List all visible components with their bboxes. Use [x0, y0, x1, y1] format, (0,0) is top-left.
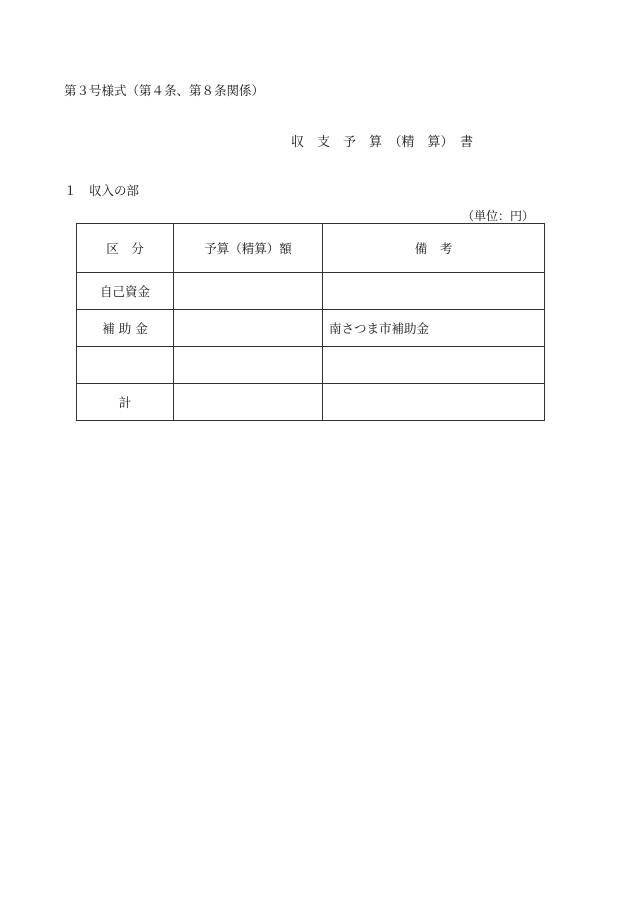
table-row-subsidy: [77, 310, 545, 347]
row-category: 補 助 金: [77, 310, 174, 347]
row-amount: [174, 310, 323, 347]
row-amount: [174, 273, 323, 310]
row-amount: [174, 384, 323, 421]
row-amount: [174, 347, 323, 384]
document-title-container: [0, 131, 630, 150]
header-category: 区 分: [77, 224, 174, 273]
header-remarks: 備 考: [323, 224, 545, 273]
row-category: 計: [77, 384, 174, 421]
row-remarks: 南さつま市補助金: [323, 310, 545, 347]
table-row-total: [77, 384, 545, 421]
table-row-blank: [77, 347, 545, 384]
income-budget-table: [76, 223, 545, 421]
row-remarks: [323, 273, 545, 310]
header-amount: 予算（精算）額: [174, 224, 323, 273]
row-remarks: [323, 347, 545, 384]
row-category: [77, 347, 174, 384]
document-title: 収 支 予 算 （精 算） 書: [290, 135, 473, 150]
section-heading: １ 収入の部: [64, 183, 140, 198]
table-row-own-funds: [77, 273, 545, 310]
row-category: 自己資金: [77, 273, 174, 310]
form-number: 第３号様式（第４条、第８条関係）: [64, 83, 265, 98]
unit-note: （単位：円）: [461, 209, 534, 223]
row-remarks: [323, 384, 545, 421]
table-header-row: [77, 224, 545, 273]
